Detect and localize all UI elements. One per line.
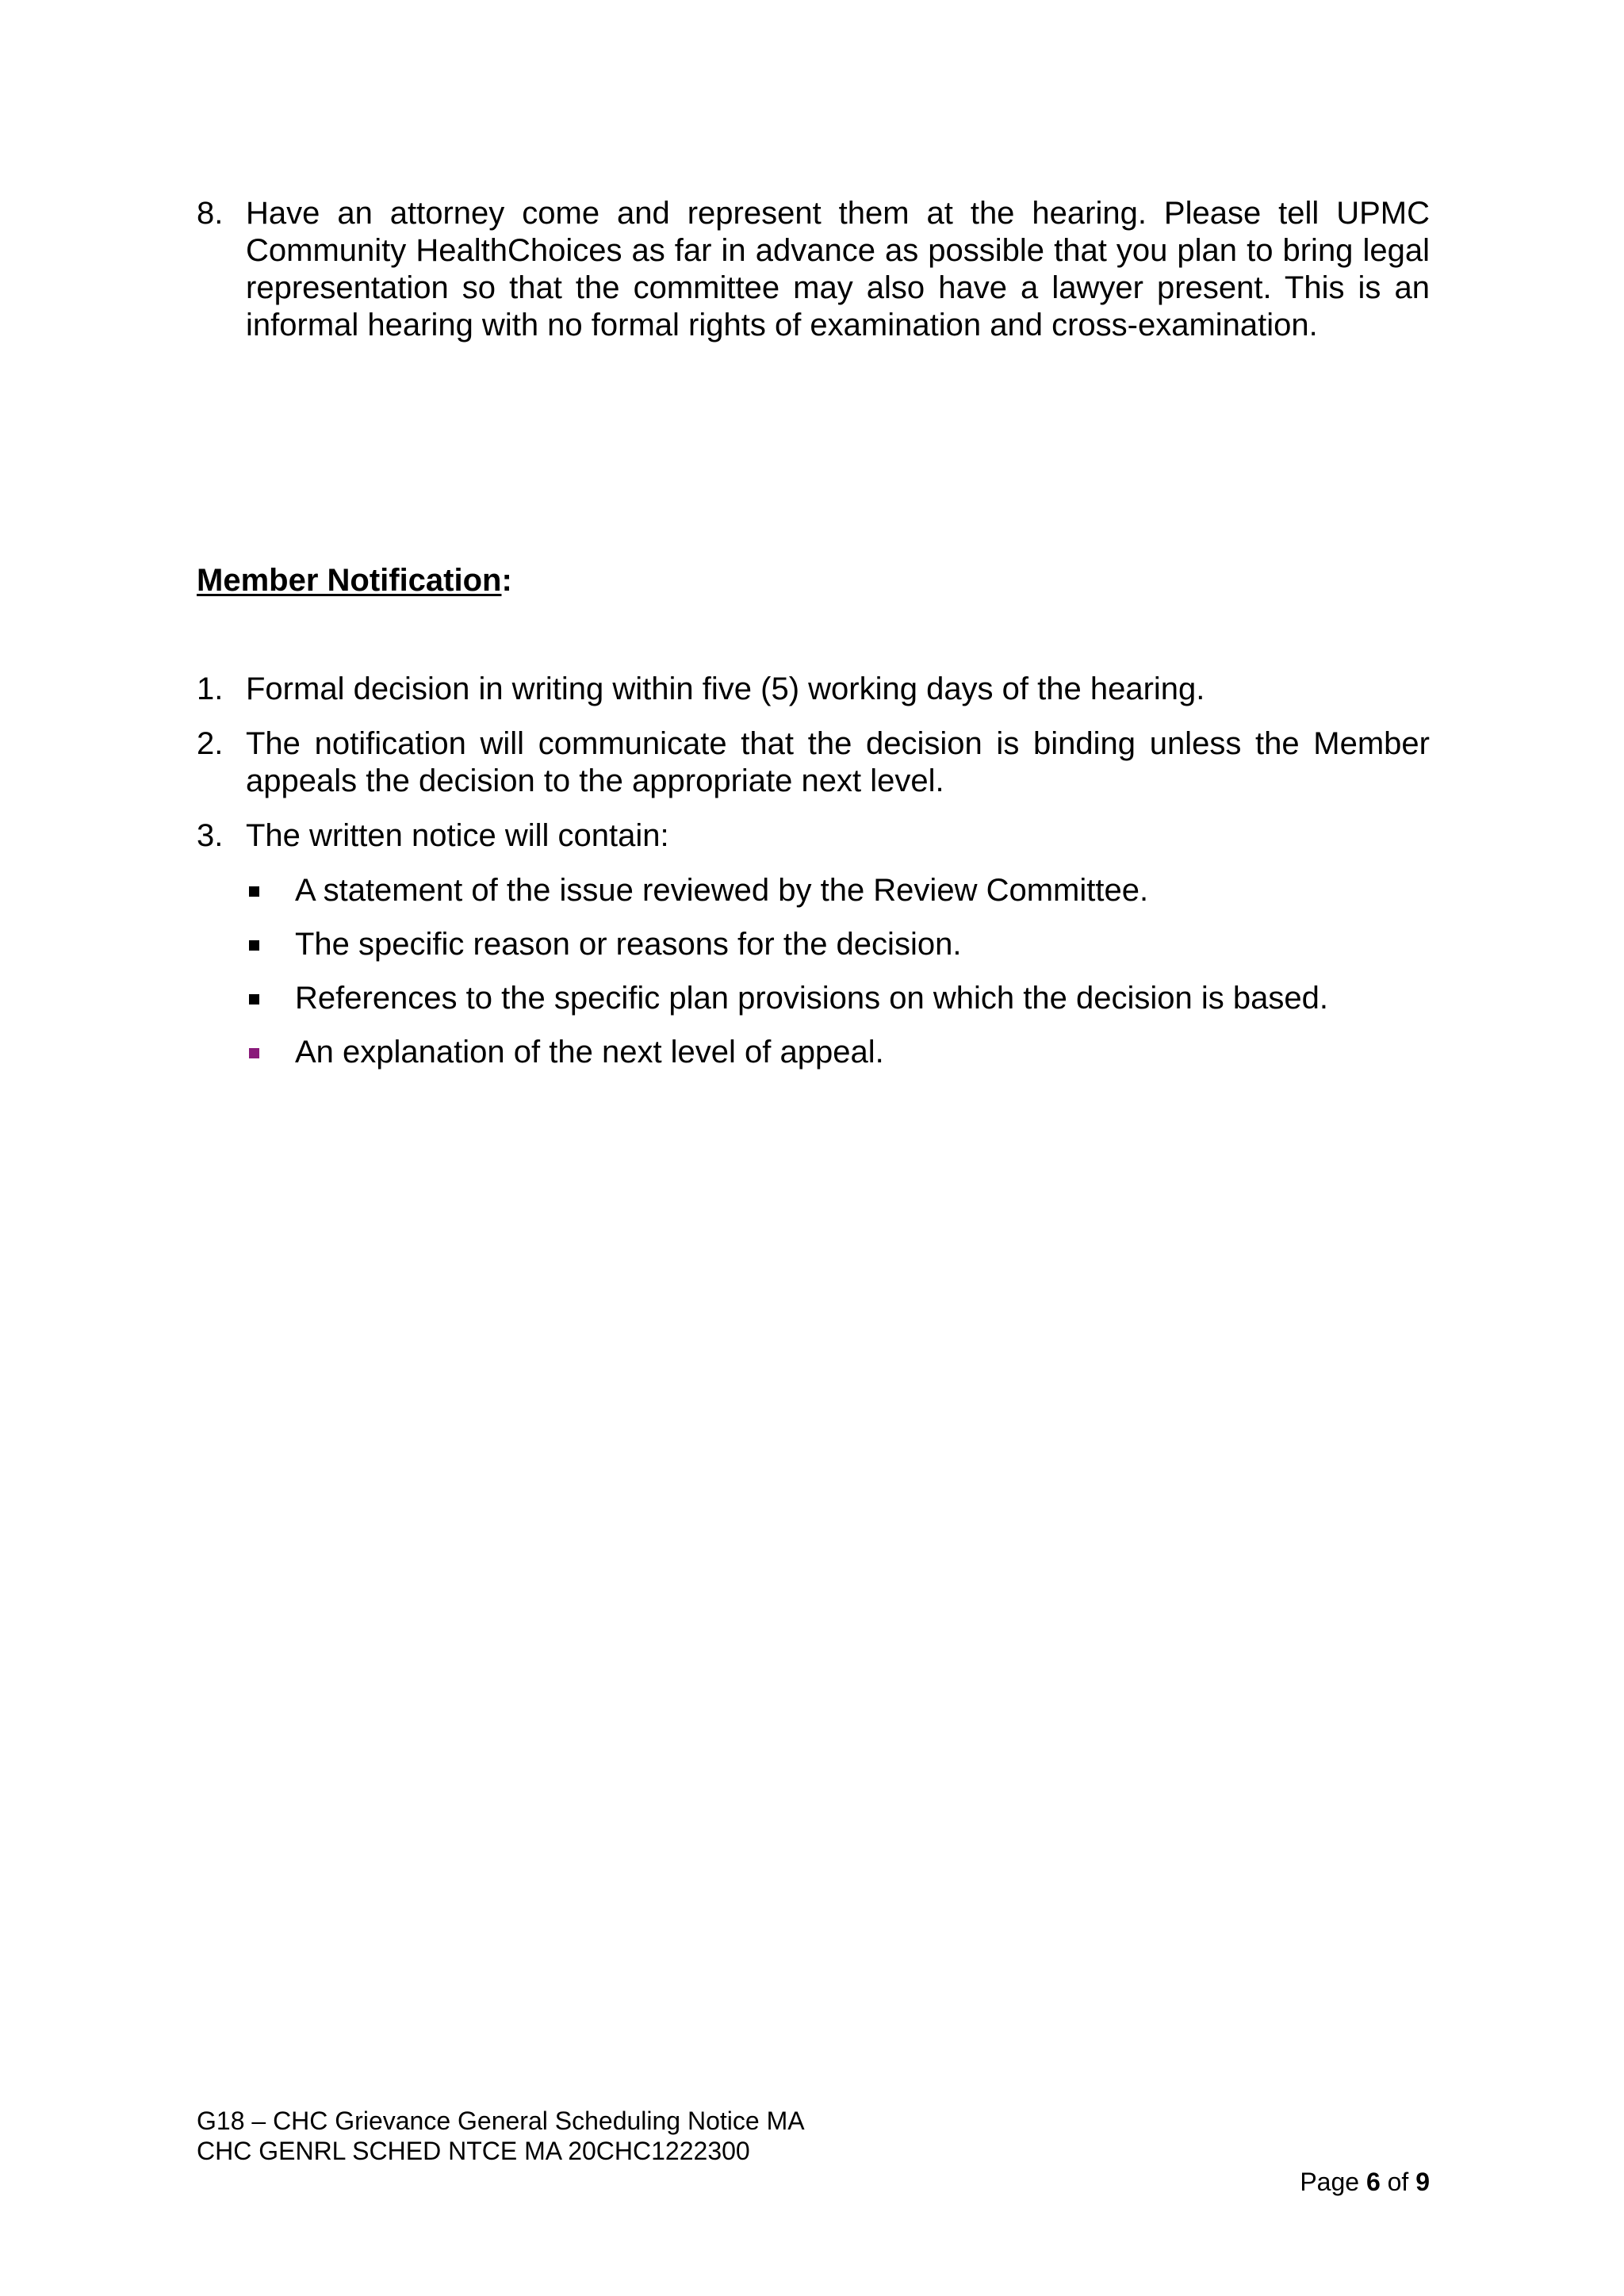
list-number: 1. [197,672,224,706]
square-bullet-icon [249,886,259,897]
bullet-item [246,926,1430,963]
section-heading-text: Member Notification [197,563,502,598]
notice-contents-list [197,872,1430,1071]
footer-form-title: G18 – CHC Grievance General Scheduling Notice MA [197,2107,805,2135]
list-item-text: The notification will communicate that the decision is binding unless the Member appeals the decision to the appropriate next level. [246,726,1430,798]
bullet-item [246,872,1430,909]
section-heading-colon: : [501,563,512,598]
square-bullet-icon [249,940,259,951]
list-item-text: Formal decision in writing within five (5) working days of the hearing. [246,672,1205,706]
document-footer [197,2106,805,2166]
bullet-text: A statement of the issue reviewed by the Review Committee. [295,873,1149,908]
square-bullet-icon [249,1048,259,1058]
member-notification-list [197,671,1430,1088]
list-item [197,671,1430,708]
list-item [197,817,1430,855]
bullet-text: The specific reason or reasons for the decision. [295,927,962,962]
page-number [1300,2167,1430,2197]
page-current: 6 [1365,2168,1381,2196]
square-bullet-icon [249,994,259,1004]
list-number: 3. [197,818,224,853]
bullet-item [246,1034,1430,1071]
bullet-item [246,980,1430,1017]
list-number: 2. [197,726,224,761]
section-heading [197,562,512,599]
list-item [197,725,1430,800]
bullet-text: An explanation of the next level of appeal. [295,1035,884,1070]
bullet-text: References to the specific plan provisions on which the decision is based. [295,981,1328,1016]
page-total: 9 [1415,2168,1430,2196]
page-of: of [1387,2168,1409,2196]
list-item-text: Have an attorney come and represent them at the hearing. Please tell UPMC Community HealthChoices as far in advance as possible that you plan to bring legal representation so that the committee may also have a lawyer present. This is an informal hearing with no formal rights of examination and cross-examination. [246,196,1430,342]
list-item-8 [197,195,1430,344]
page-label: Page [1300,2168,1360,2196]
list-item-text: The written notice will contain: [246,818,669,853]
list-number: 8. [197,196,224,231]
footer-form-code: CHC GENRL SCHED NTCE MA 20CHC1222300 [197,2137,750,2165]
